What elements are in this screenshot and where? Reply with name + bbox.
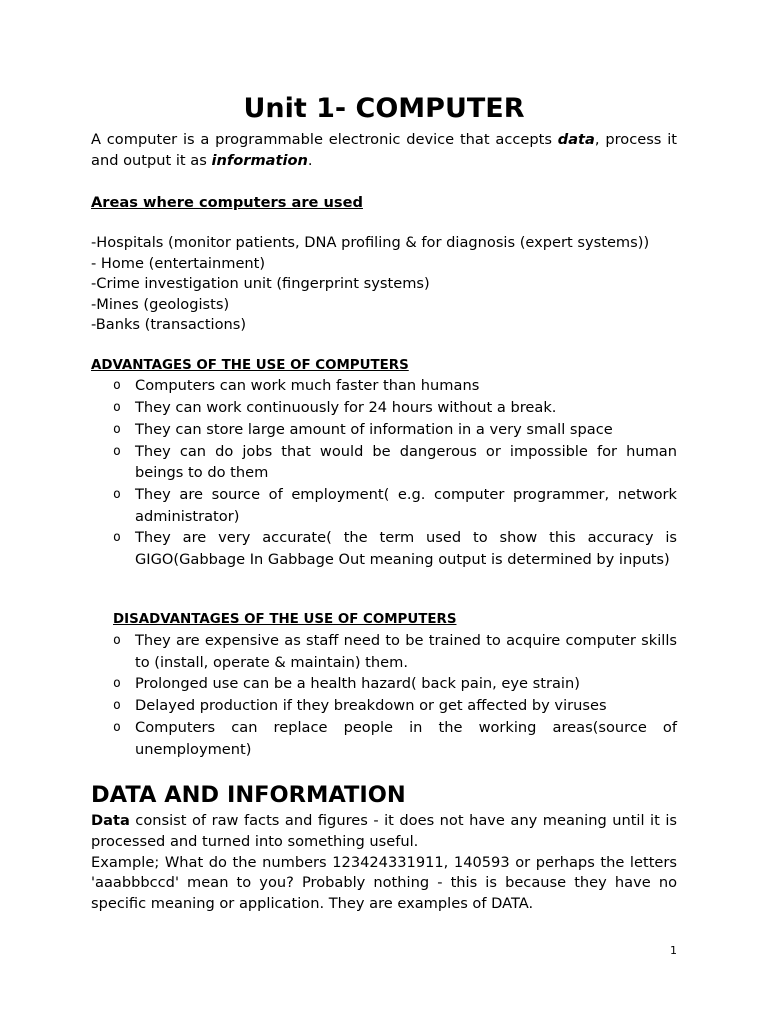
intro-text-3: .	[307, 152, 313, 169]
bullet-marker: o	[113, 378, 121, 393]
disadvantages-item-text: They are expensive as staff need to be trained to acquire computer skills to (install, operate & maintain) them.	[135, 632, 677, 671]
advantages-item	[91, 375, 677, 397]
advantages-item-text: They can do jobs that would be dangerous or impossible for human beings to do them	[135, 442, 677, 482]
disadvantages-item-text: Computers can replace people in the working areas(source of unemployment)	[135, 719, 677, 758]
intro-text-2: , process it and output it as	[91, 131, 677, 169]
data-definition: consist of raw facts and figures - it does not have any meaning until it is processed and turned into something useful.	[91, 812, 677, 850]
disadvantages-heading: DISADVANTAGES OF THE USE OF COMPUTERS	[113, 612, 457, 627]
disadvantages-item-text: Delayed production if they breakdown or get affected by viruses	[135, 697, 607, 715]
areas-item: -Banks (transactions)	[91, 316, 247, 334]
data-information-heading: DATA AND INFORMATION	[91, 782, 406, 808]
bullet-marker: o	[113, 633, 121, 648]
disadvantages-item	[91, 695, 677, 717]
page-number: 1	[670, 944, 677, 957]
bullet-marker: o	[113, 399, 121, 415]
advantages-item	[91, 397, 677, 419]
bullet-marker: o	[113, 720, 121, 736]
data-example: Example; What do the numbers 123424331911, 140593 or perhaps the letters 'aaabbbccd' mean to you? Probably nothing - this is because they have no specific meaning or application. They are examples of DATA.	[91, 853, 677, 913]
data-term: Data	[91, 812, 130, 829]
advantages-item-text: They can work continuously for 24 hours without a break.	[135, 398, 557, 416]
areas-heading: Areas where computers are used	[91, 194, 363, 211]
page-title: Unit 1- COMPUTER	[243, 93, 525, 124]
bullet-marker: o	[113, 487, 121, 503]
advantages-item	[91, 441, 677, 484]
advantages-item	[91, 419, 677, 441]
intro-information-word: information	[211, 152, 308, 169]
bullet-marker: o	[113, 676, 121, 692]
advantages-heading: ADVANTAGES OF THE USE OF COMPUTERS	[91, 358, 409, 373]
areas-item: -Crime investigation unit (fingerprint systems)	[91, 275, 430, 293]
bullet-marker: o	[113, 443, 121, 459]
advantages-item	[91, 484, 677, 527]
bullet-marker: o	[113, 698, 121, 714]
disadvantages-item	[91, 717, 677, 760]
disadvantages-item	[91, 630, 677, 673]
areas-item: -Hospitals (monitor patients, DNA profiling & for diagnosis (expert systems))	[91, 234, 650, 251]
disadvantages-list	[91, 630, 677, 761]
advantages-list	[91, 375, 677, 571]
disadvantages-item-text: Prolonged use can be a health hazard( back pain, eye strain)	[135, 675, 580, 693]
advantages-item	[91, 527, 677, 570]
advantages-item-text: They are source of employment( e.g. computer programmer, network administrator)	[135, 486, 677, 525]
intro-paragraph	[91, 129, 677, 171]
data-paragraph	[91, 811, 677, 915]
areas-list	[91, 233, 649, 336]
areas-item: - Home (entertainment)	[91, 254, 266, 272]
areas-item: -Mines (geologists)	[91, 295, 230, 313]
advantages-item-text: They are very accurate( the term used to show this accuracy is GIGO(Gabbage In Gabbage Out meaning output is determined by inputs)	[135, 529, 677, 568]
bullet-marker: o	[113, 530, 121, 546]
advantages-item-text: Computers can work much faster than humans	[135, 377, 480, 394]
intro-text-1: A computer is a programmable electronic device that accepts	[91, 131, 558, 148]
bullet-marker: o	[113, 421, 121, 437]
intro-data-word: data	[557, 131, 595, 148]
disadvantages-item	[91, 673, 677, 695]
advantages-item-text: They can store large amount of information in a very small space	[135, 420, 613, 438]
